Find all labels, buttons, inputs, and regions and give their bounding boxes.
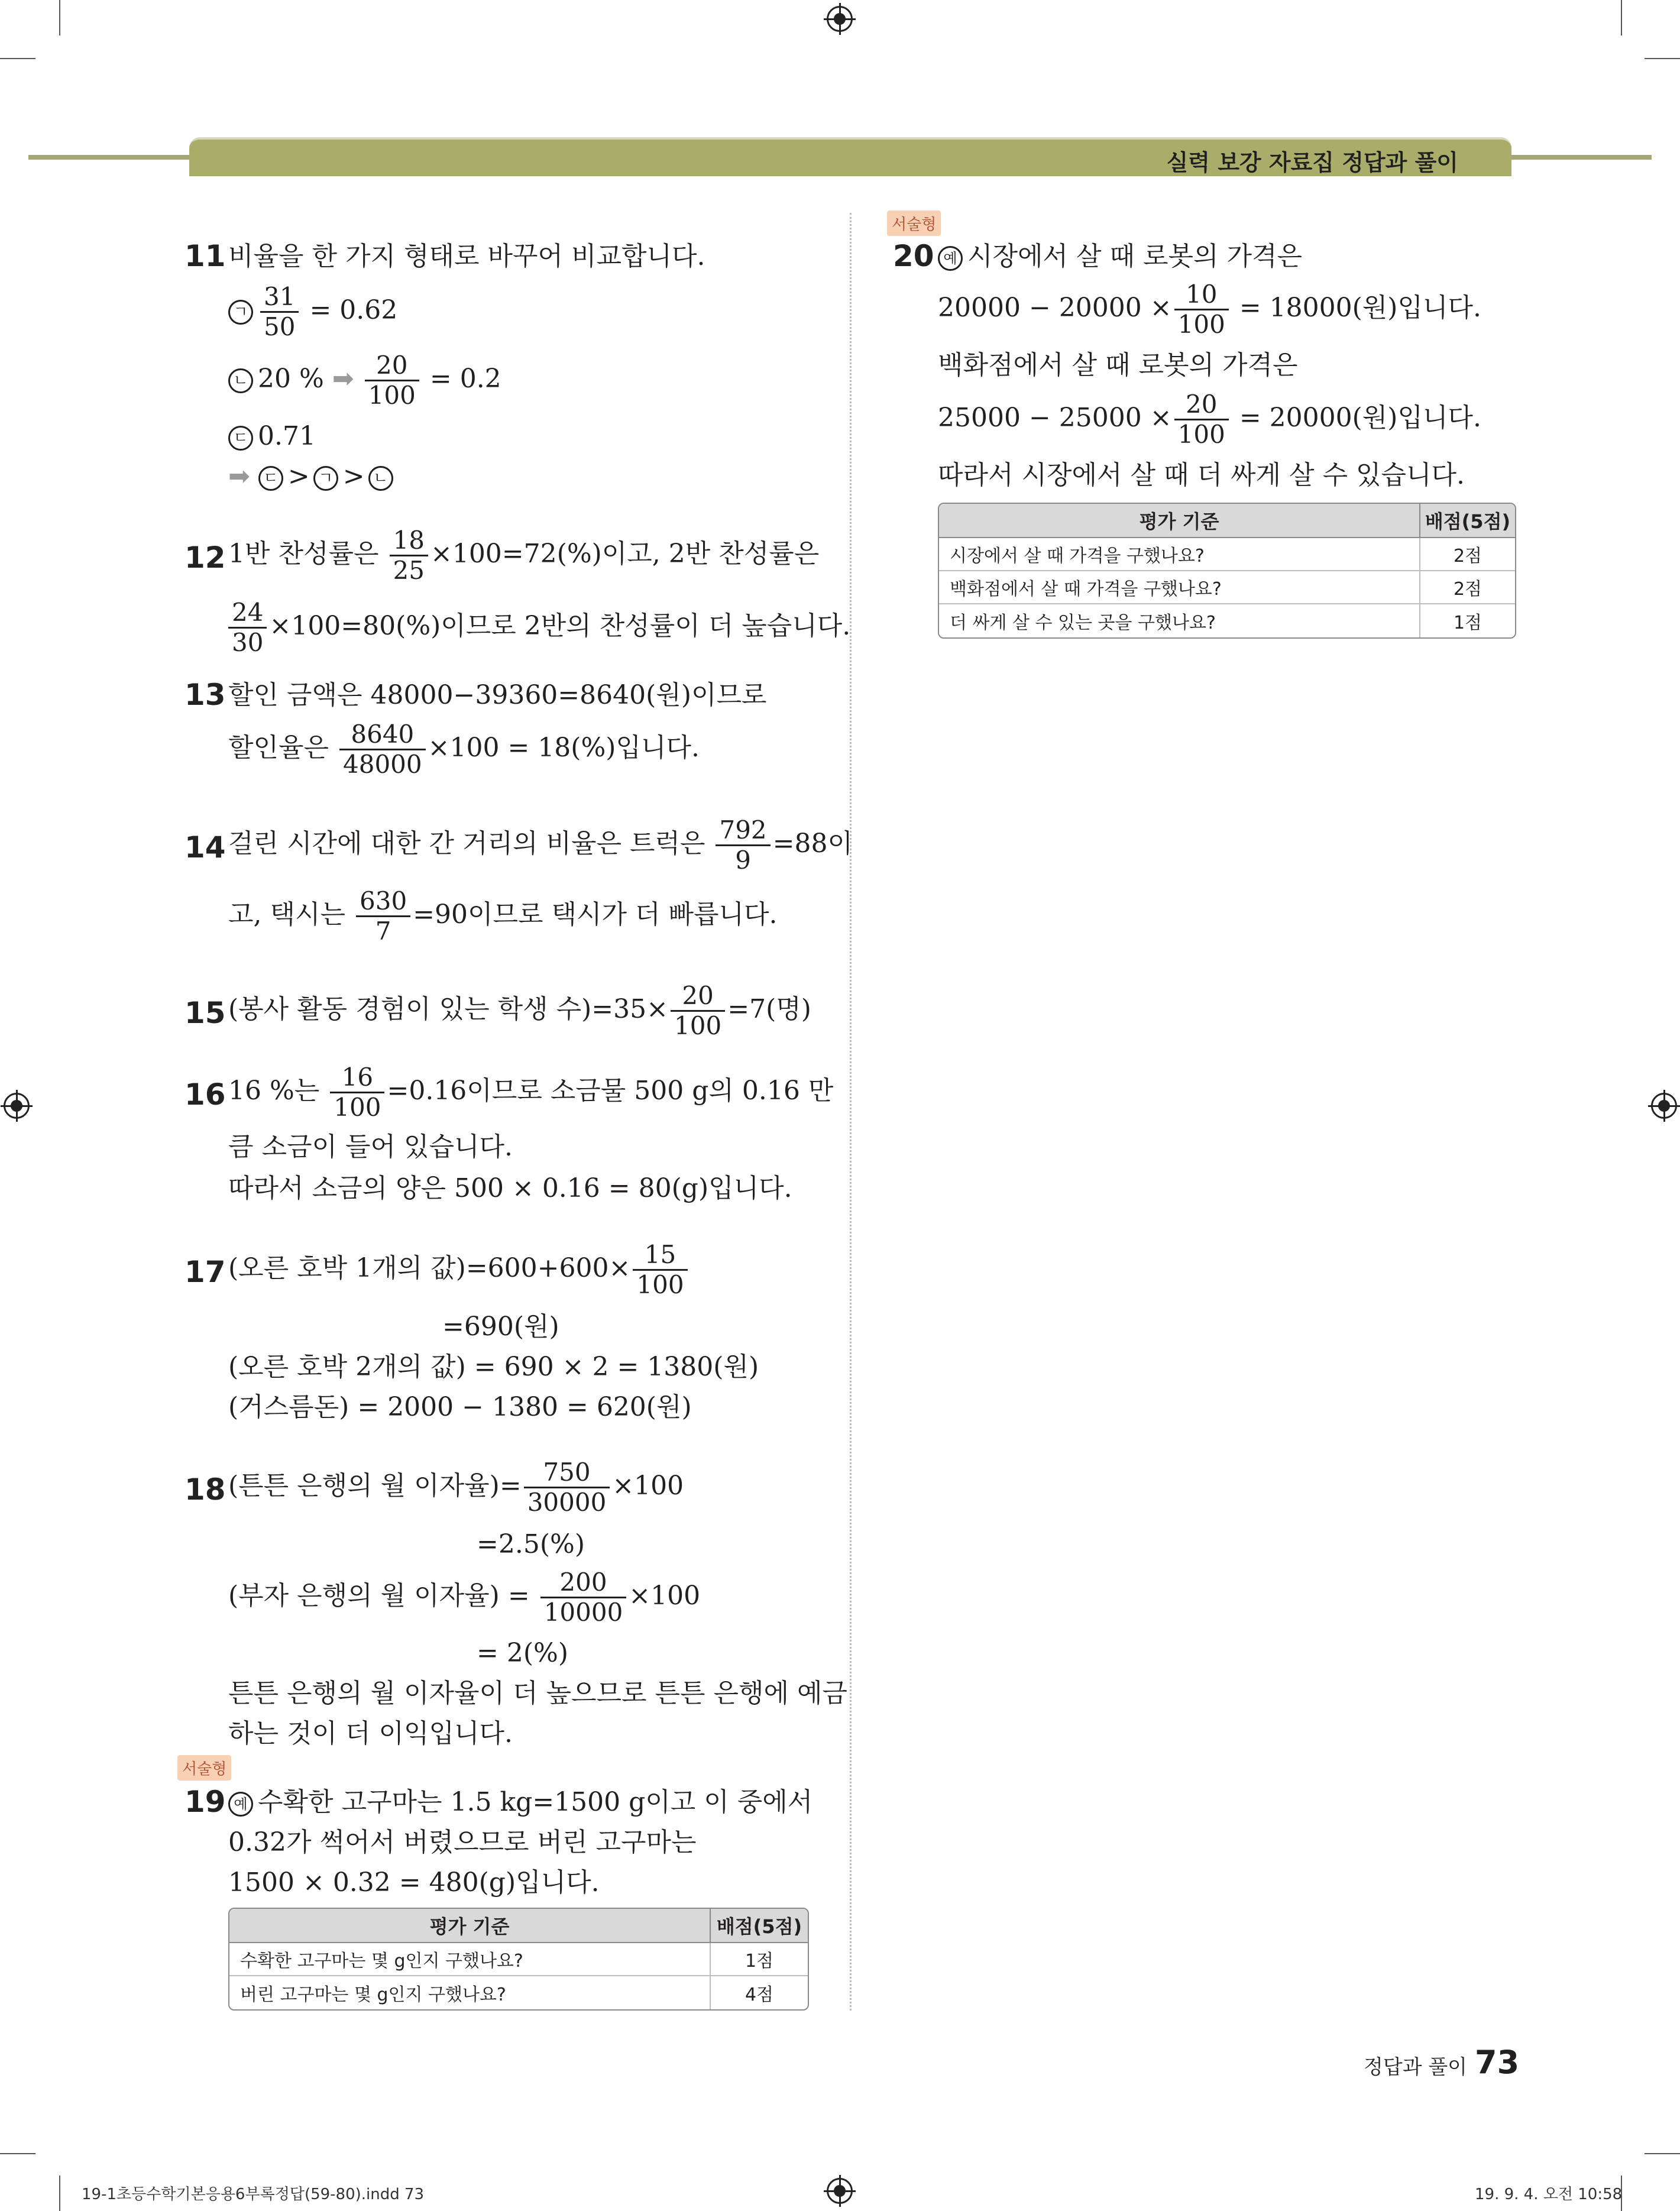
table-header-row — [229, 1909, 808, 1943]
q18-line1: (튼튼 은행의 월 이자율)= $\frac{750}{30000}$ ×100 — [228, 1458, 684, 1517]
example-mark: 예 — [228, 1792, 253, 1817]
problem-number: 20 — [893, 239, 934, 273]
registration-mark — [827, 6, 853, 32]
q18-line3: (부자 은행의 월 이자율) = $\frac{200}{10000}$ ×100 — [228, 1568, 701, 1627]
fraction: $\frac{16}{100}$ — [330, 1063, 384, 1122]
table-row — [939, 538, 1515, 571]
essay-tag: 서술형 — [887, 211, 941, 236]
q11-item-b: ㄴ 20 % ➡ $\frac{20}{100}$ = 0.2 — [228, 351, 501, 410]
q17-line1: (오른 호박 1개의 값)=600+600× $\frac{15}{100}$ — [228, 1241, 690, 1299]
fraction: $\frac{10}{100}$ — [1174, 280, 1229, 339]
q14-line1: 걸린 시간에 대한 간 거리의 비율은 트럭은 $\frac{792}{9}$ =88이 — [228, 815, 853, 875]
criteria-cell: 수확한 고구마는 몇 g인지 구했나요? — [229, 1943, 710, 1976]
table-header-criteria: 평가 기준 — [939, 504, 1419, 538]
criteria-cell: 백화점에서 살 때 가격을 구했나요? — [939, 571, 1419, 604]
arrow-icon: ➡ — [228, 461, 250, 491]
q12-line1: 1반 찬성률은 $\frac{18}{25}$ ×100=72(%)이고, 2반 찬성률은 — [228, 526, 820, 585]
q14-line2: 고, 택시는 $\frac{630}{7}$ =90이므로 택시가 더 빠릅니다. — [228, 886, 778, 946]
fraction: $\frac{20}{100}$ — [671, 982, 725, 1040]
header-title: 실력 보강 자료집 정답과 풀이 — [1166, 150, 1458, 176]
q19-line1: 예 수확한 고구마는 1.5 kg=1500 g이고 이 중에서 — [228, 1786, 813, 1819]
table-header-score: 배점(5점) — [710, 1909, 808, 1943]
problem-number: 16 — [184, 1077, 226, 1112]
table-row — [939, 604, 1515, 637]
criteria-cell: 더 싸게 살 수 있는 곳을 구했나요? — [950, 613, 1216, 633]
scoring-table — [938, 503, 1516, 639]
fraction: $\frac{15}{100}$ — [633, 1241, 687, 1299]
q19-line3: 1500 × 0.32 = 480(g)입니다. — [228, 1867, 600, 1898]
fraction: $\frac{31}{50}$ — [260, 283, 299, 341]
criteria-cell: 시장에서 살 때 가격을 구했나요? — [939, 538, 1419, 571]
q11-item-c: ㄷ 0.71 — [228, 420, 316, 453]
q18-line2: =2.5(%) — [477, 1529, 585, 1559]
score-cell: 1점 — [1419, 604, 1515, 637]
crop-mark — [1645, 2153, 1680, 2154]
q17-line2: =690(원) — [442, 1312, 559, 1342]
q11-result: ➡ ㄷ > ㄱ > ㄴ — [228, 460, 398, 493]
q17-line4: (거스름돈) = 2000 − 1380 = 620(원) — [228, 1392, 692, 1422]
q20-line2: 20000 − 20000 × $\frac{10}{100}$ = 18000(원)입니다. — [938, 280, 1481, 339]
footer-date: 19. 9. 4. 오전 10:58 — [1475, 2186, 1623, 2203]
problem-number: 18 — [184, 1472, 226, 1507]
problem-number: 15 — [184, 996, 226, 1030]
fraction: $\frac{750}{30000}$ — [524, 1458, 610, 1517]
essay-tag: 서술형 — [177, 1755, 231, 1781]
registration-mark — [827, 2178, 853, 2204]
table-row — [229, 1976, 808, 2009]
header-band — [189, 137, 1511, 176]
fraction: $\frac{20}{100}$ — [1174, 390, 1229, 449]
table-row — [939, 571, 1515, 604]
example-mark: 예 — [938, 246, 963, 271]
circled-mark: ㄱ — [313, 466, 338, 491]
q17-line3: (오른 호박 2개의 값) = 690 × 2 = 1380(원) — [228, 1352, 759, 1382]
criteria-cell: 버린 고구마는 몇 g인지 구했나요? — [240, 1985, 506, 2005]
problem-number: 17 — [184, 1255, 226, 1289]
q13-line2: 할인율은 $\frac{8640}{48000}$ ×100 = 18(%)입니다. — [228, 720, 700, 779]
circled-mark: ㄱ — [228, 300, 253, 325]
table-row — [229, 1943, 808, 1976]
fraction: $\frac{792}{9}$ — [716, 816, 770, 875]
crop-mark — [0, 2153, 35, 2154]
footer-file-info: 19-1초등수학기본응용6부록정답(59-80).indd 73 — [82, 2186, 425, 2203]
q16-line3: 따라서 소금의 양은 500 × 0.16 = 80(g)입니다. — [228, 1173, 792, 1203]
registration-mark — [1651, 1093, 1677, 1119]
problem-number: 12 — [184, 540, 226, 575]
q11-item-a: ㄱ $\frac{31}{50}$ = 0.62 — [228, 283, 397, 341]
table-header-score: 배점(5점) — [1419, 504, 1515, 538]
q15-line1: (봉사 활동 경험이 있는 학생 수)=35× $\frac{20}{100}$ =7(명) — [228, 981, 811, 1040]
q20-line4: 25000 − 25000 × $\frac{20}{100}$ = 20000(원)입니다. — [938, 390, 1481, 449]
score-cell: 2점 — [1419, 571, 1515, 604]
q20-line5: 따라서 시장에서 살 때 더 싸게 살 수 있습니다. — [938, 460, 1465, 490]
q12-line2: $\frac{24}{30}$ ×100=80(%)이므로 2반의 찬성률이 더 높습니다. — [228, 598, 850, 657]
crop-mark — [1645, 58, 1680, 59]
score-cell: 1점 — [710, 1943, 808, 1976]
score-cell: 4점 — [710, 1976, 808, 2009]
q18-line4: = 2(%) — [477, 1638, 568, 1668]
crop-mark — [1621, 0, 1622, 35]
fraction: $\frac{630}{7}$ — [356, 887, 410, 946]
q16-line2: 큼 소금이 들어 있습니다. — [228, 1132, 513, 1162]
q13-line1: 할인 금액은 48000−39360=8640(원)이므로 — [228, 680, 767, 710]
q18-line5: 튼튼 은행의 월 이자율이 더 높으므로 튼튼 은행에 예금 — [228, 1678, 847, 1708]
problem-number: 11 — [184, 239, 226, 273]
score-cell: 2점 — [1419, 538, 1515, 571]
q20-line1: 예 시장에서 살 때 로봇의 가격은 — [938, 240, 1302, 273]
problem-number: 13 — [184, 678, 226, 712]
scoring-table — [228, 1908, 809, 2011]
fraction: $\frac{20}{100}$ — [365, 351, 419, 410]
fraction: $\frac{200}{10000}$ — [540, 1568, 627, 1627]
circled-mark: ㄷ — [258, 466, 283, 491]
fraction: $\frac{18}{25}$ — [390, 526, 428, 585]
circled-mark: ㄷ — [228, 426, 253, 451]
q16-line1: 16 %는 $\frac{16}{100}$ =0.16이므로 소금물 500 g의 0.16 만 — [228, 1063, 834, 1122]
crop-mark — [59, 2176, 60, 2211]
fraction: $\frac{8640}{48000}$ — [339, 720, 426, 779]
arrow-icon: ➡ — [332, 364, 354, 394]
crop-mark — [59, 0, 60, 35]
table-header-row — [939, 504, 1515, 538]
fraction: $\frac{24}{30}$ — [228, 598, 267, 657]
q19-line2: 0.32가 썩어서 버렸으므로 버린 고구마는 — [228, 1827, 697, 1857]
circled-mark: ㄴ — [368, 466, 393, 491]
page-number: 73 — [1475, 2044, 1520, 2081]
q20-line3: 백화점에서 살 때 로봇의 가격은 — [938, 350, 1298, 380]
problem-number: 19 — [184, 1785, 226, 1819]
q11-line1: 비율을 한 가지 형태로 바꾸어 비교합니다. — [228, 241, 705, 271]
table-header-criteria: 평가 기준 — [229, 1909, 710, 1943]
crop-mark — [0, 58, 35, 59]
page-label: 정답과 풀이 — [1364, 2055, 1468, 2079]
q18-line6: 하는 것이 더 이익입니다. — [228, 1718, 513, 1749]
problem-number: 14 — [184, 830, 226, 865]
registration-mark — [4, 1093, 30, 1119]
circled-mark: ㄴ — [228, 368, 253, 393]
column-divider — [850, 213, 852, 2011]
